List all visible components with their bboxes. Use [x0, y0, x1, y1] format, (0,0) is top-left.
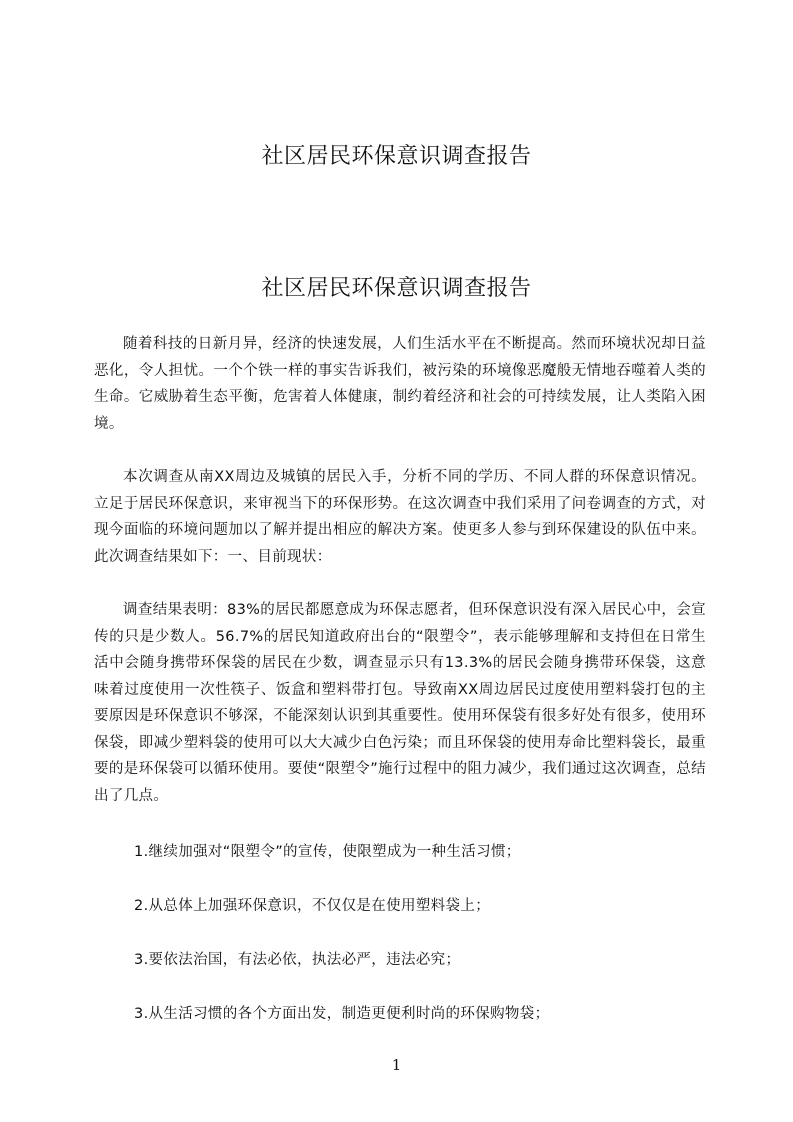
paragraph-results: 调查结果表明：83%的居民都愿意成为环保志愿者，但环保意识没有深入居民心中，会宣传的只是少数人。56.7%的居民知道政府出台的“限塑令”，表示能够理解和支持但在日常生活中会随身携带环保袋的居民在少数，调查显示只有13.3%的居民会随身携带环保袋，这意味着过度使用一次性筷子、饭盒和塑料带打包。导致南XX周边居民过度使用塑料袋打包的主要原因是环保意识不够深，不能深刻认识到其重要性。使用环保袋有很多好处有很多，使用环保袋，即减少塑料袋的使用可以大大减少白色污染；而且环保袋的使用寿命比塑料袋长，最重要的是环保袋可以循环使用。要使“限塑令”施行过程中的阻力减少，我们通过这次调查，总结出了几点。: [94, 602, 706, 804]
page-number: 1: [391, 1056, 402, 1074]
paragraph-intro: 随着科技的日新月异，经济的快速发展，人们生活水平在不断提高。然而环境状况却日益恶化，令人担忧。一个个铁一样的事实告诉我们，被污染的环境像恶魔般无情地吞噬着人类的生命。它威胁着生态平衡，危害着人体健康，制约着经济和社会的可持续发展，让人类陷入困境。: [94, 336, 706, 432]
list-item: 1.继续加强对“限塑令”的宣传，使限塑成为一种生活习惯；: [134, 844, 521, 860]
list-item: 3.要依法治国，有法必依，执法必严，违法必究；: [134, 952, 461, 968]
list-item: 2.从总体上加强环保意识，不仅仅是在使用塑料袋上；: [134, 898, 491, 914]
paragraph-method: 本次调查从南XX周边及城镇的居民入手，分析不同的学历、不同人群的环保意识情况。立足于居民环保意识，来审视当下的环保形势。在这次调查中我们采用了问卷调查的方式，对现今面临的环境问题加以了解并提出相应的解决方案。使更多人参与到环保建设的队伍中来。此次调查结果如下：一、目前现状：: [94, 469, 706, 565]
list-item: 3.从生活习惯的各个方面出发，制造更便利时尚的环保购物袋；: [134, 1006, 550, 1022]
report-title: 社区居民环保意识调查报告: [261, 276, 532, 301]
document-header-title: 社区居民环保意识调查报告: [261, 144, 532, 169]
